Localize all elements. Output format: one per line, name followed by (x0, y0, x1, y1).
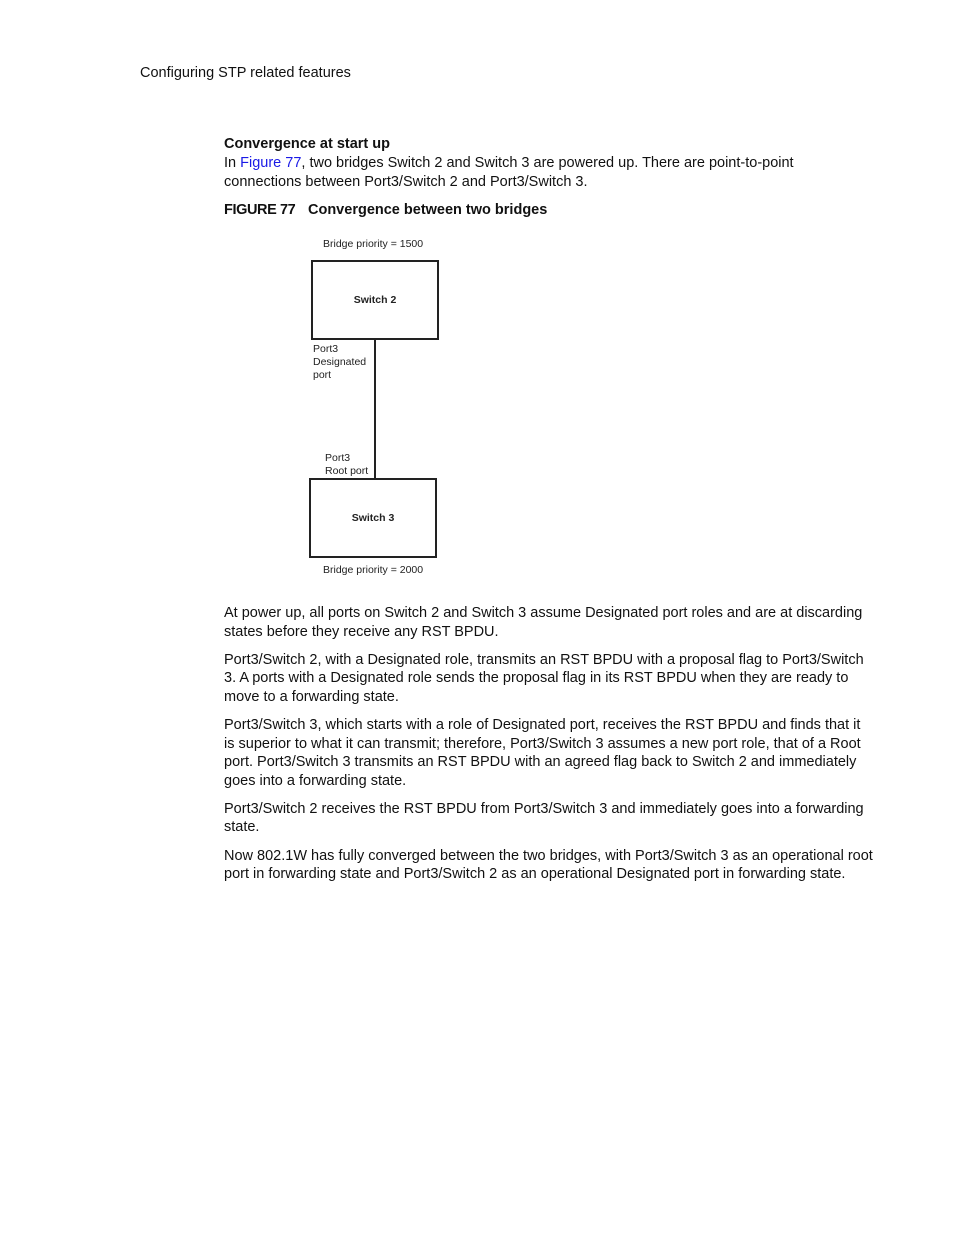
convergence-diagram (300, 232, 480, 582)
intro-paragraph (224, 154, 874, 191)
switch-3-port-label-line1: Port3 (325, 452, 351, 464)
switch-3-priority-label: Bridge priority = 2000 (323, 564, 424, 576)
switch-3-box (309, 478, 437, 558)
body-text (224, 604, 874, 893)
body-paragraph: Port3/Switch 3, which starts with a role of Designated port, receives the RST BPDU and finds that it is superior to what it can transmit; therefore, Port3/Switch 3 assumes a new port role, that of a Root port. Port3/Switch 3 transmits an RST BPDU with an agreed flag back to Switch 2 and immediately goes into a forwarding state. (224, 716, 861, 789)
body-paragraph: At power up, all ports on Switch 2 and Switch 3 assume Designated port roles and are at discarding states before they receive any RST BPDU. (224, 605, 863, 640)
section-heading: Convergence at start up (224, 136, 390, 152)
figure-title: Convergence between two bridges (308, 201, 548, 218)
switch-2-port-label-line1: Port3 (313, 343, 339, 355)
figure-caption (224, 201, 874, 221)
body-paragraph: Port3/Switch 2 receives the RST BPDU from Port3/Switch 3 and immediately goes into a forwarding state. (224, 800, 864, 836)
body-paragraph: Port3/Switch 2, with a Designated role, transmits an RST BPDU with a proposal flag to Port3/Switch 3. A ports with a Designated role sends the proposal flag in its RST BPDU when they are ready to move to a forwarding state. (224, 651, 864, 705)
intro-prefix: In (224, 155, 241, 171)
switch-2-priority-label: Bridge priority = 1500 (323, 238, 424, 250)
running-header: Configuring STP related features (140, 65, 351, 81)
switch-2-label: Switch 2 (353, 294, 397, 306)
figure-link[interactable]: Figure 77 (240, 155, 302, 171)
switch-2-port-label-line3: port (313, 369, 332, 381)
switch-3-port-label-line2: Root port (325, 465, 369, 477)
intro-suffix: , two bridges Switch 2 and Switch 3 are powered up. There are point-to-point connections between Port3/Switch 2 and Port3/Switch 3. (224, 155, 794, 190)
switch-2-box (311, 260, 439, 340)
body-paragraph: Now 802.1W has fully converged between the two bridges, with Port3/Switch 3 as an operational root port in forwarding state and Port3/Switch 2 as an operational Designated port in forwarding state. (224, 847, 873, 883)
switch-3-label: Switch 3 (351, 512, 395, 524)
section-content (224, 135, 874, 221)
switch-2-port-label-line2: Designated (313, 356, 367, 368)
point-to-point-link (374, 339, 376, 479)
figure-number: FIGURE 77 (224, 201, 296, 218)
